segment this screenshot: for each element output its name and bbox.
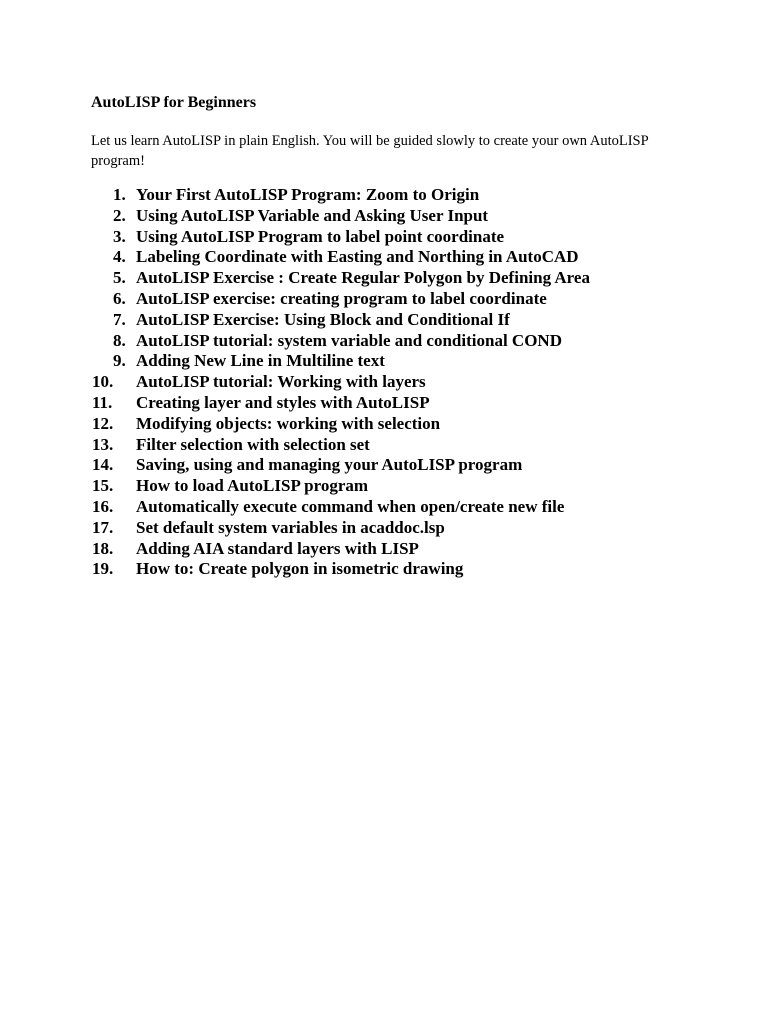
list-item-number: 3. bbox=[113, 226, 126, 246]
list-item-number: 8. bbox=[113, 330, 126, 350]
list-item-text: Automatically execute command when open/create new file bbox=[136, 496, 565, 516]
list-item-text: Your First AutoLISP Program: Zoom to Origin bbox=[136, 185, 480, 204]
list-item-text: Labeling Coordinate with Easting and Northing in AutoCAD bbox=[136, 247, 579, 267]
list-item-number: 17. bbox=[92, 517, 114, 537]
list-item-number: 10. bbox=[92, 372, 114, 392]
list-item-number: 1. bbox=[113, 185, 126, 204]
list-item-number: 15. bbox=[92, 476, 114, 496]
list-item-text: Filter selection with selection set bbox=[136, 434, 370, 454]
list-item-number: 13. bbox=[92, 434, 114, 454]
list-item-text: Using AutoLISP Program to label point coordinate bbox=[136, 226, 505, 246]
list-item-text: AutoLISP Exercise: Using Block and Conditional If bbox=[136, 309, 510, 329]
list-item-text: Saving, using and managing your AutoLISP program bbox=[136, 455, 523, 475]
list-item-number: 7. bbox=[113, 309, 126, 329]
list-item-text: How to load AutoLISP program bbox=[136, 476, 369, 496]
list-item-text: Modifying objects: working with selection bbox=[136, 413, 441, 433]
list-item-number: 18. bbox=[92, 538, 114, 558]
list-item-number: 6. bbox=[113, 288, 126, 308]
list-item-text: Adding New Line in Multiline text bbox=[136, 351, 385, 371]
list-item-text: AutoLISP tutorial: system variable and conditional COND bbox=[136, 330, 562, 350]
list-item-number: 11. bbox=[92, 392, 113, 412]
list-item-number: 5. bbox=[113, 268, 126, 288]
intro-paragraph: Let us learn AutoLISP in plain English. You will be guided slowly to create your own AutoLISP program! bbox=[91, 133, 649, 169]
list-item-text: Creating layer and styles with AutoLISP bbox=[136, 392, 430, 412]
list-item-number: 16. bbox=[92, 496, 114, 516]
list-item-text: Adding AIA standard layers with LISP bbox=[136, 538, 419, 558]
list-item-text: Using AutoLISP Variable and Asking User Input bbox=[136, 205, 489, 225]
list-item-number: 12. bbox=[92, 413, 114, 433]
list-item-number: 19. bbox=[92, 559, 114, 579]
list-item-number: 14. bbox=[92, 455, 114, 475]
list-item-text: Set default system variables in acaddoc.lsp bbox=[136, 517, 445, 537]
list-item-text: AutoLISP Exercise : Create Regular Polygon by Defining Area bbox=[136, 268, 590, 288]
list-item-text: AutoLISP exercise: creating program to label coordinate bbox=[136, 288, 547, 308]
list-item-number: 2. bbox=[113, 205, 126, 225]
document-title: AutoLISP for Beginners bbox=[91, 94, 257, 111]
list-item-text: How to: Create polygon in isometric drawing bbox=[136, 559, 464, 579]
list-item-number: 9. bbox=[113, 351, 126, 371]
list-item-text: AutoLISP tutorial: Working with layers bbox=[136, 372, 426, 392]
list-item-number: 4. bbox=[113, 247, 126, 267]
